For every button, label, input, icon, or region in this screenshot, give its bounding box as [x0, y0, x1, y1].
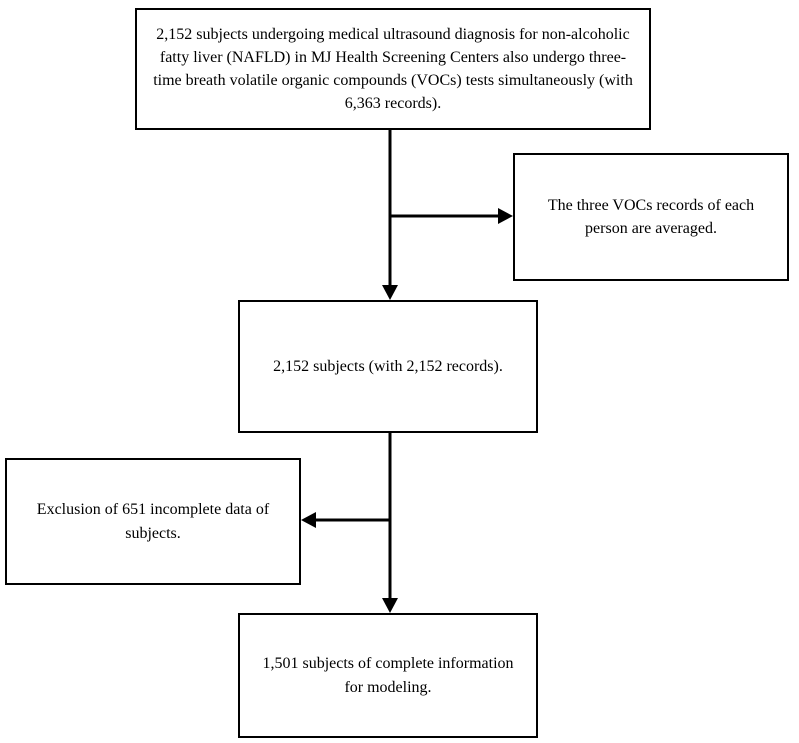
box-subjects-records-text: 2,152 subjects (with 2,152 records).	[273, 357, 503, 375]
box-exclusion-text: Exclusion of 651 incomplete data of subjects.	[36, 501, 270, 542]
arrow-top-to-middle	[382, 130, 398, 300]
box-final-subjects	[238, 613, 538, 738]
box-source-subjects-text: 2,152 subjects undergoing medical ultrasound diagnosis for non-alcoholic fatty liver (NAFLD) in MJ Health Screening Centers also undergo three-time breath volatile organic compounds (VOCs) tests simultaneously (with 6,363 records).	[153, 25, 633, 113]
box-subjects-records	[238, 300, 538, 433]
box-vocs-averaged-text: The three VOCs records of each person are averaged.	[547, 196, 755, 237]
box-vocs-averaged	[513, 153, 789, 281]
box-source-subjects	[135, 8, 651, 130]
box-exclusion	[5, 458, 301, 585]
box-final-subjects-text: 1,501 subjects of complete information for modeling.	[262, 655, 514, 696]
arrow-branch-to-right	[390, 208, 513, 224]
arrow-middle-to-bottom	[382, 433, 398, 613]
arrow-branch-to-left	[301, 512, 390, 528]
